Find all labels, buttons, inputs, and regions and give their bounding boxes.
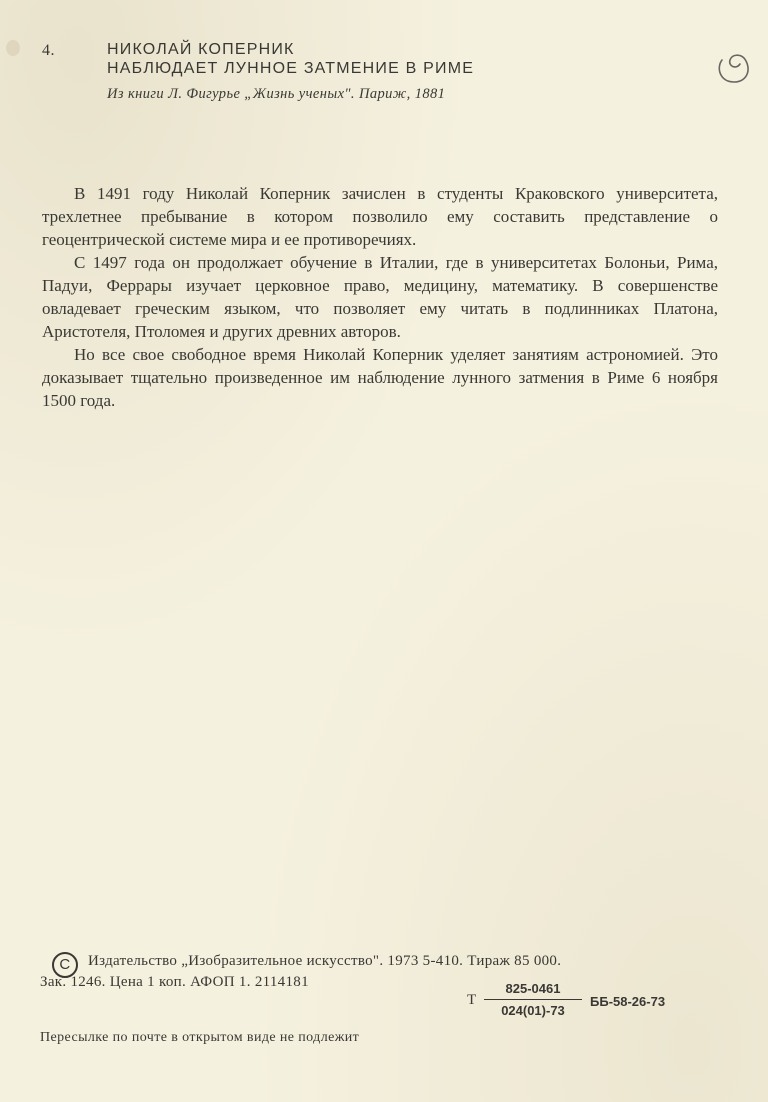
publisher-text: Издательство „Изобразительное искусство". 1973 5-410. Тираж 85 000. xyxy=(88,953,562,969)
handwritten-circle-mark-icon xyxy=(712,48,758,88)
copyright-icon: C xyxy=(52,952,78,978)
fraction-bar xyxy=(484,999,582,1000)
order-line: Зак. 1246. Цена 1 коп. АФОП 1. 2114181 xyxy=(40,974,309,990)
description-text xyxy=(42,182,718,412)
catalog-fraction-numerator: 825-0461 xyxy=(505,981,561,996)
bb-code: ББ-58-26-73 xyxy=(590,994,666,1009)
card-number: 4. xyxy=(42,42,55,59)
paper-stain xyxy=(6,40,20,56)
card-title-line-2: НАБЛЮДАЕТ ЛУННОЕ ЗАТМЕНИЕ В РИМЕ xyxy=(107,60,475,77)
catalog-fraction xyxy=(484,980,582,1020)
card-title xyxy=(107,40,474,78)
paragraph-3: Но все свое свободное время Николай Коперник уделяет занятиям астрономией. Это доказывает тщательно произведенное им наблюдение лунного затмения в Риме 6 ноября 1500 года. xyxy=(42,345,718,410)
paragraph-1: В 1491 году Николай Коперник зачислен в студенты Краковского университета, трехлетнее пребывание в котором позволило ему составить представление о геоцентрической системе мира и ее противоречиях. xyxy=(42,184,718,249)
mail-note: Пересылке по почте в открытом виде не подлежит xyxy=(40,1030,360,1045)
card-title-line-1: НИКОЛАЙ КОПЕРНИК xyxy=(107,41,295,58)
paragraph-2: С 1497 года он продолжает обучение в Италии, где в университетах Болоньи, Рима, Падуи, Феррары изучает церковное право, медицину, математику. В совершенстве овладевает греческим языком, что позволяет ему читать в подлинниках Платона, Аристотеля, Птоломея и других древних авторов. xyxy=(42,253,718,341)
image-source-caption: Из книги Л. Фигурье „Жизнь ученых". Париж, 1881 xyxy=(107,86,446,102)
catalog-fraction-denominator: 024(01)-73 xyxy=(501,1003,565,1018)
t-index-letter: Т xyxy=(467,992,477,1008)
